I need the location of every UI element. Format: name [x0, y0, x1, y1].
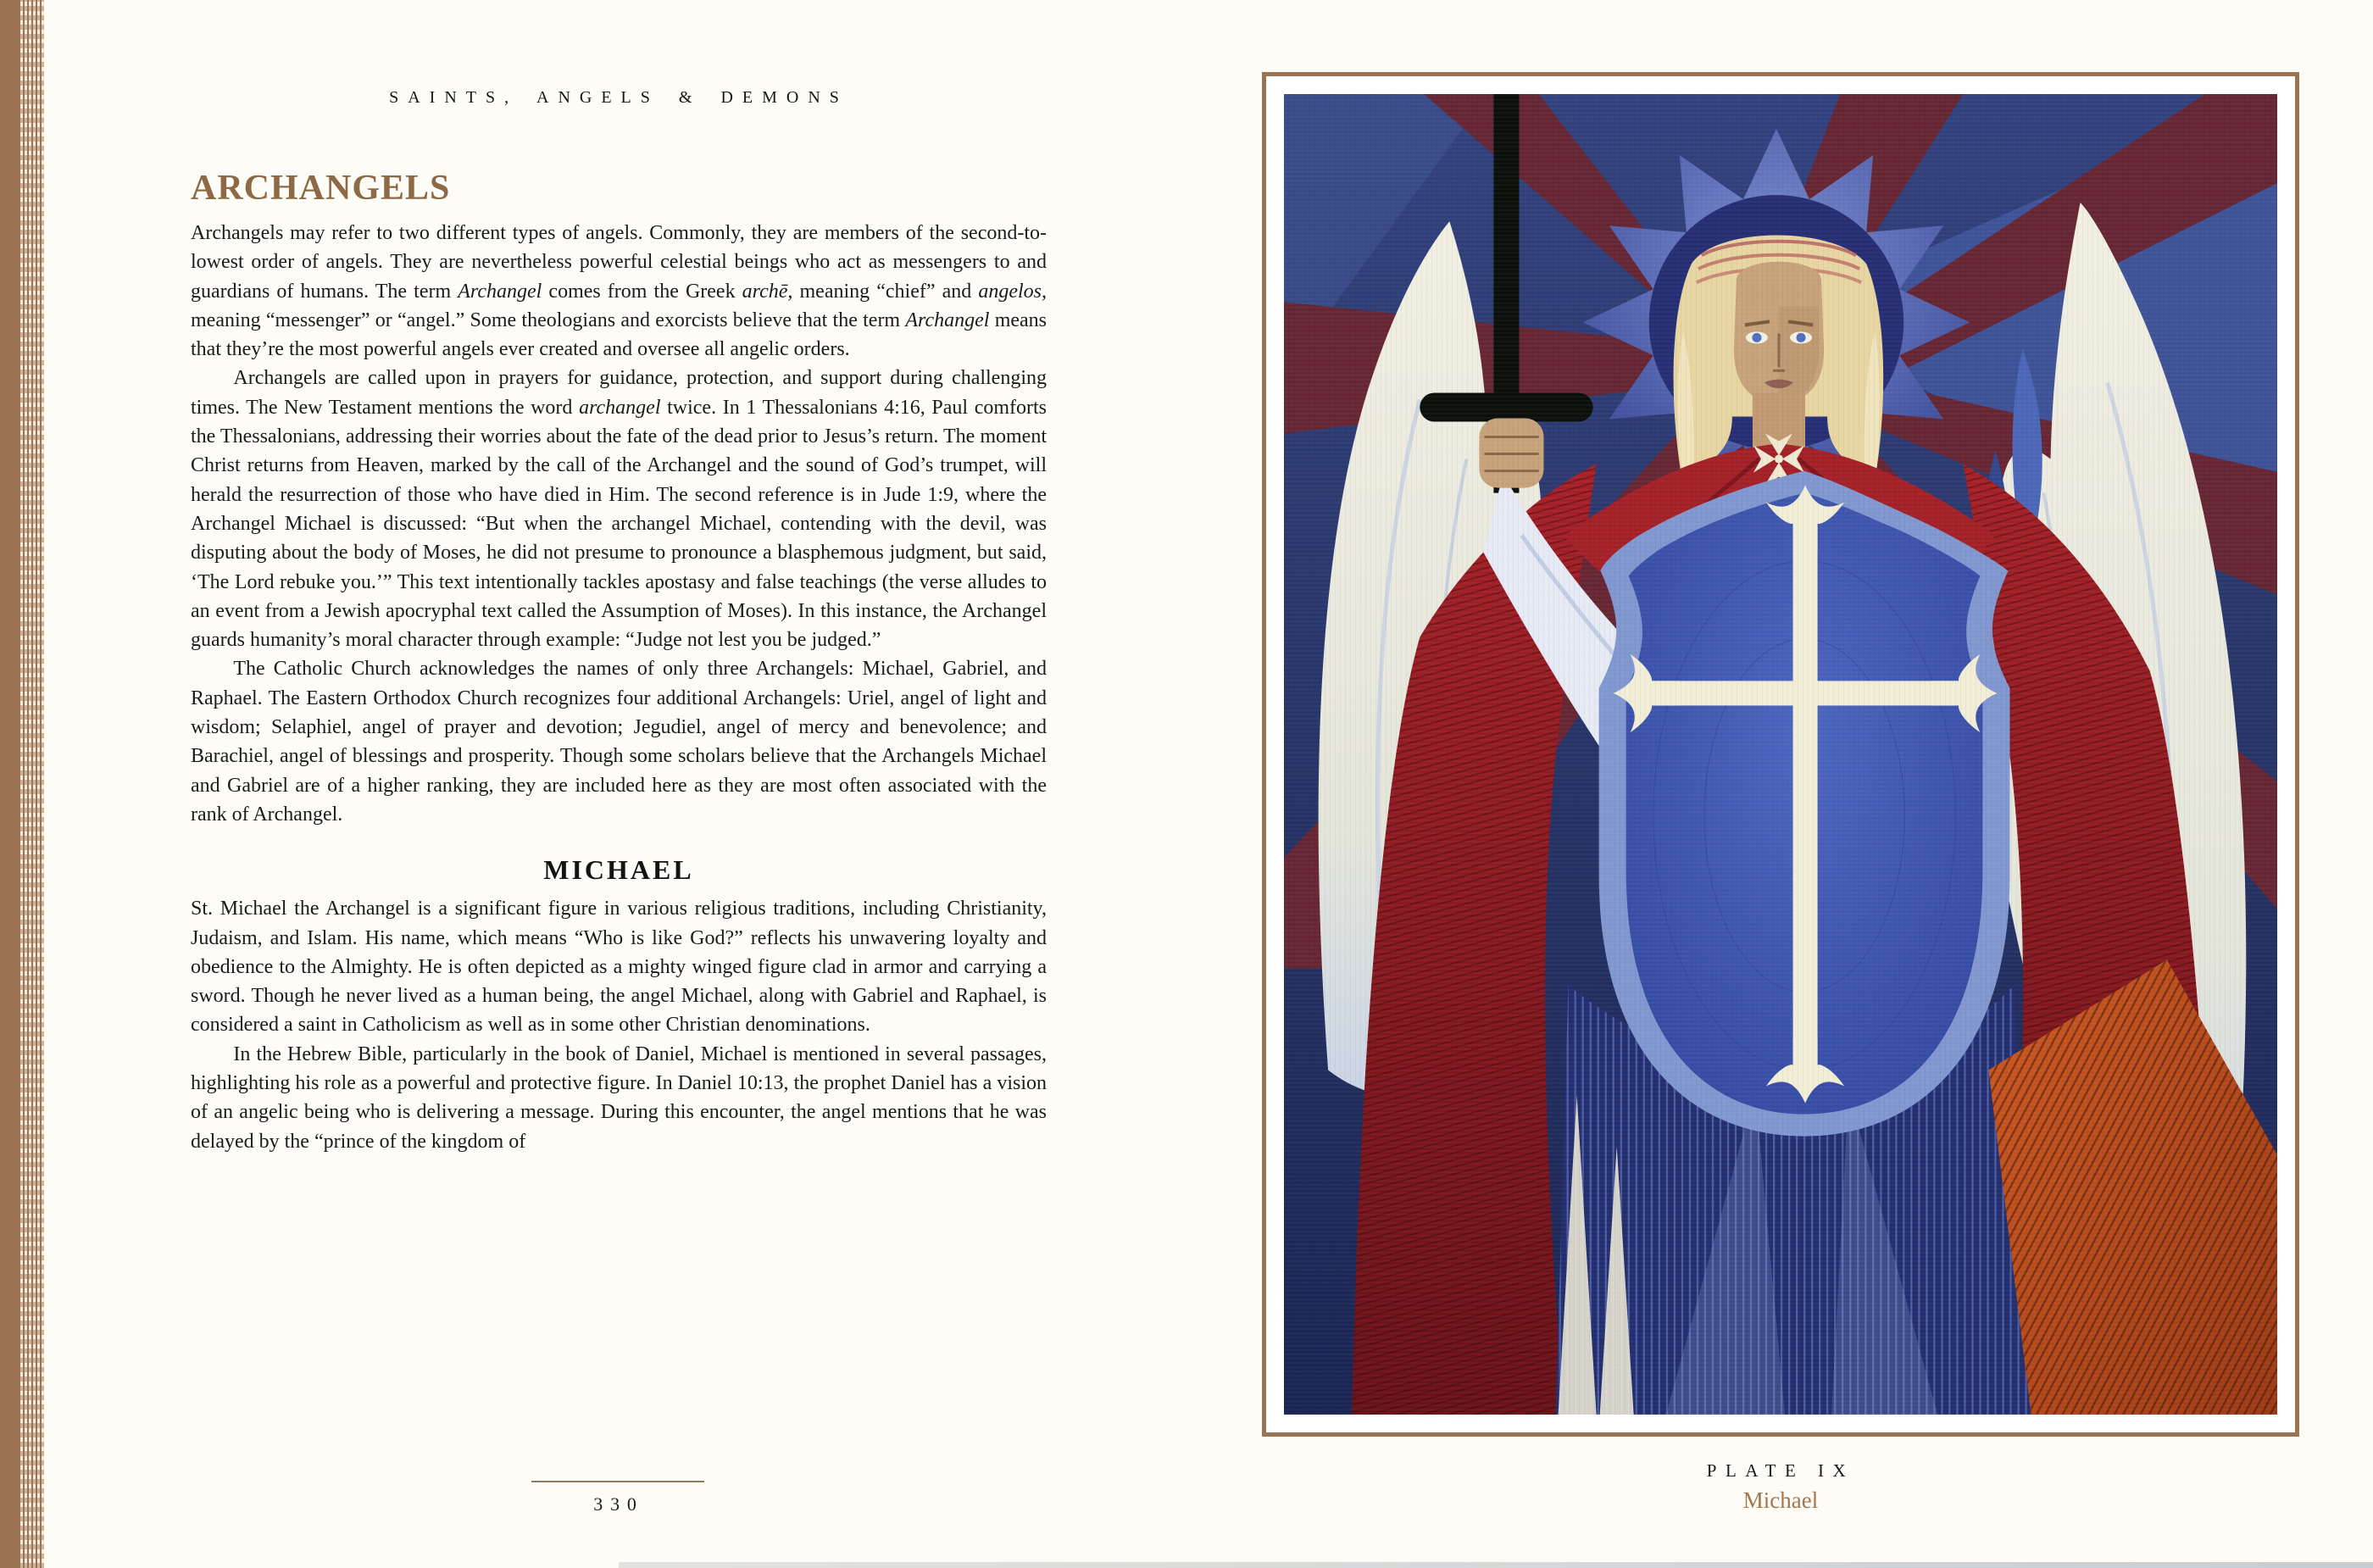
michael-illustration	[1284, 94, 2277, 1415]
michael-illustration-svg	[1284, 94, 2277, 1415]
body-paragraph: St. Michael the Archangel is a significant figure in various religious traditions, including Christianity, Judaism, and Islam. His name, which means “Who is like God?” reflects his unwavering loyalty and obedience to the Almighty. He is often depicted as a mighty winged figure clad in armor and carrying a sword. Though he never lived as a human being, the angel Michael, along with Gabriel and Raphael, is considered a saint in Catholicism as well as in some other Christian denominations.	[191, 898, 1047, 1037]
archangels-body-text	[191, 219, 1047, 829]
footer-rule	[531, 1481, 704, 1482]
body-paragraph: The Catholic Church acknowledges the names of only three Archangels: Michael, Gabriel, and Raphael. The Eastern Orthodox Church recognizes four additional Archangels: Uriel, angel of light and wisdom; Selaphiel, angel of prayer and devotion; Jegudiel, angel of mercy and benevolence; and Barachiel, angel of blessings and prosperity. Though some scholars believe that the Archangels Michael and Gabriel are of a higher ranking, they are included here as they are most often associated with the rank of Archangel.	[191, 658, 1047, 826]
section-heading-michael: MICHAEL	[543, 854, 694, 886]
body-paragraph: In the Hebrew Bible, particularly in the book of Daniel, Michael is mentioned in several passages, highlighting his role as a powerful and protective figure. In Daniel 10:13, the prophet Daniel has a vision of an angelic being who is delivering a message. During this encounter, the angel mentions that he was delayed by the “prince of the kingdom of	[191, 1043, 1047, 1153]
page-number: 330	[593, 1493, 644, 1515]
plate-frame	[1262, 72, 2299, 1437]
left-page-text-column	[191, 170, 1047, 1156]
plate-label: PLATE IX	[1706, 1460, 1855, 1481]
michael-body-text	[191, 894, 1047, 1156]
spine-stripe-texture	[19, 0, 44, 1568]
running-head: SAINTS, ANGELS & DEMONS	[389, 88, 848, 107]
plate-title: Michael	[1742, 1487, 1819, 1513]
body-paragraph: Archangels are called upon in prayers for guidance, protection, and support during challenging times. The New Testament mentions the word archangel twice. In 1 Thessalonians 4:16, Paul comforts the Thessalonians, addressing their worries about the fate of the dead prior to Jesus’s return. The moment Christ returns from Heaven, marked by the call of the Archangel and the sound of God’s trumpet, will herald the resurrection of those who have died in Him. The second reference is in Jude 1:9, where the Archangel Michael is discussed: “But when the archangel Michael, contending with the devil, was disputing about the body of Moses, he did not presume to pronounce a blasphemous judgment, but said, ‘The Lord rebuke you.’” This text intentionally tackles apostasy and false teachings (the verse alludes to an event from a Jewish apocryphal text called the Assumption of Moses). In this instance, the Archangel guards humanity’s moral character through example: “Judge not lest you be judged.”	[191, 367, 1048, 652]
book-spine-decoration	[0, 0, 44, 1568]
body-paragraph: Archangels may refer to two different types of angels. Commonly, they are members of the second-to-lowest order of angels. They are nevertheless powerful celestial beings who act as messengers to and guardians of humans. The term Archangel comes from the Greek archē, meaning “chief” and angelos, meaning “messenger” or “angel.” Some theologians and exorcists believe that the term Archangel means that they’re the most powerful angels ever created and oversee all angelic orders.	[191, 222, 1048, 361]
plate-caption	[1262, 1460, 2299, 1514]
page-bottom-edge	[619, 1562, 2373, 1568]
shield	[1599, 471, 2010, 1137]
section-heading-archangels: ARCHANGELS	[191, 169, 451, 208]
spine-solid-band	[0, 0, 19, 1568]
